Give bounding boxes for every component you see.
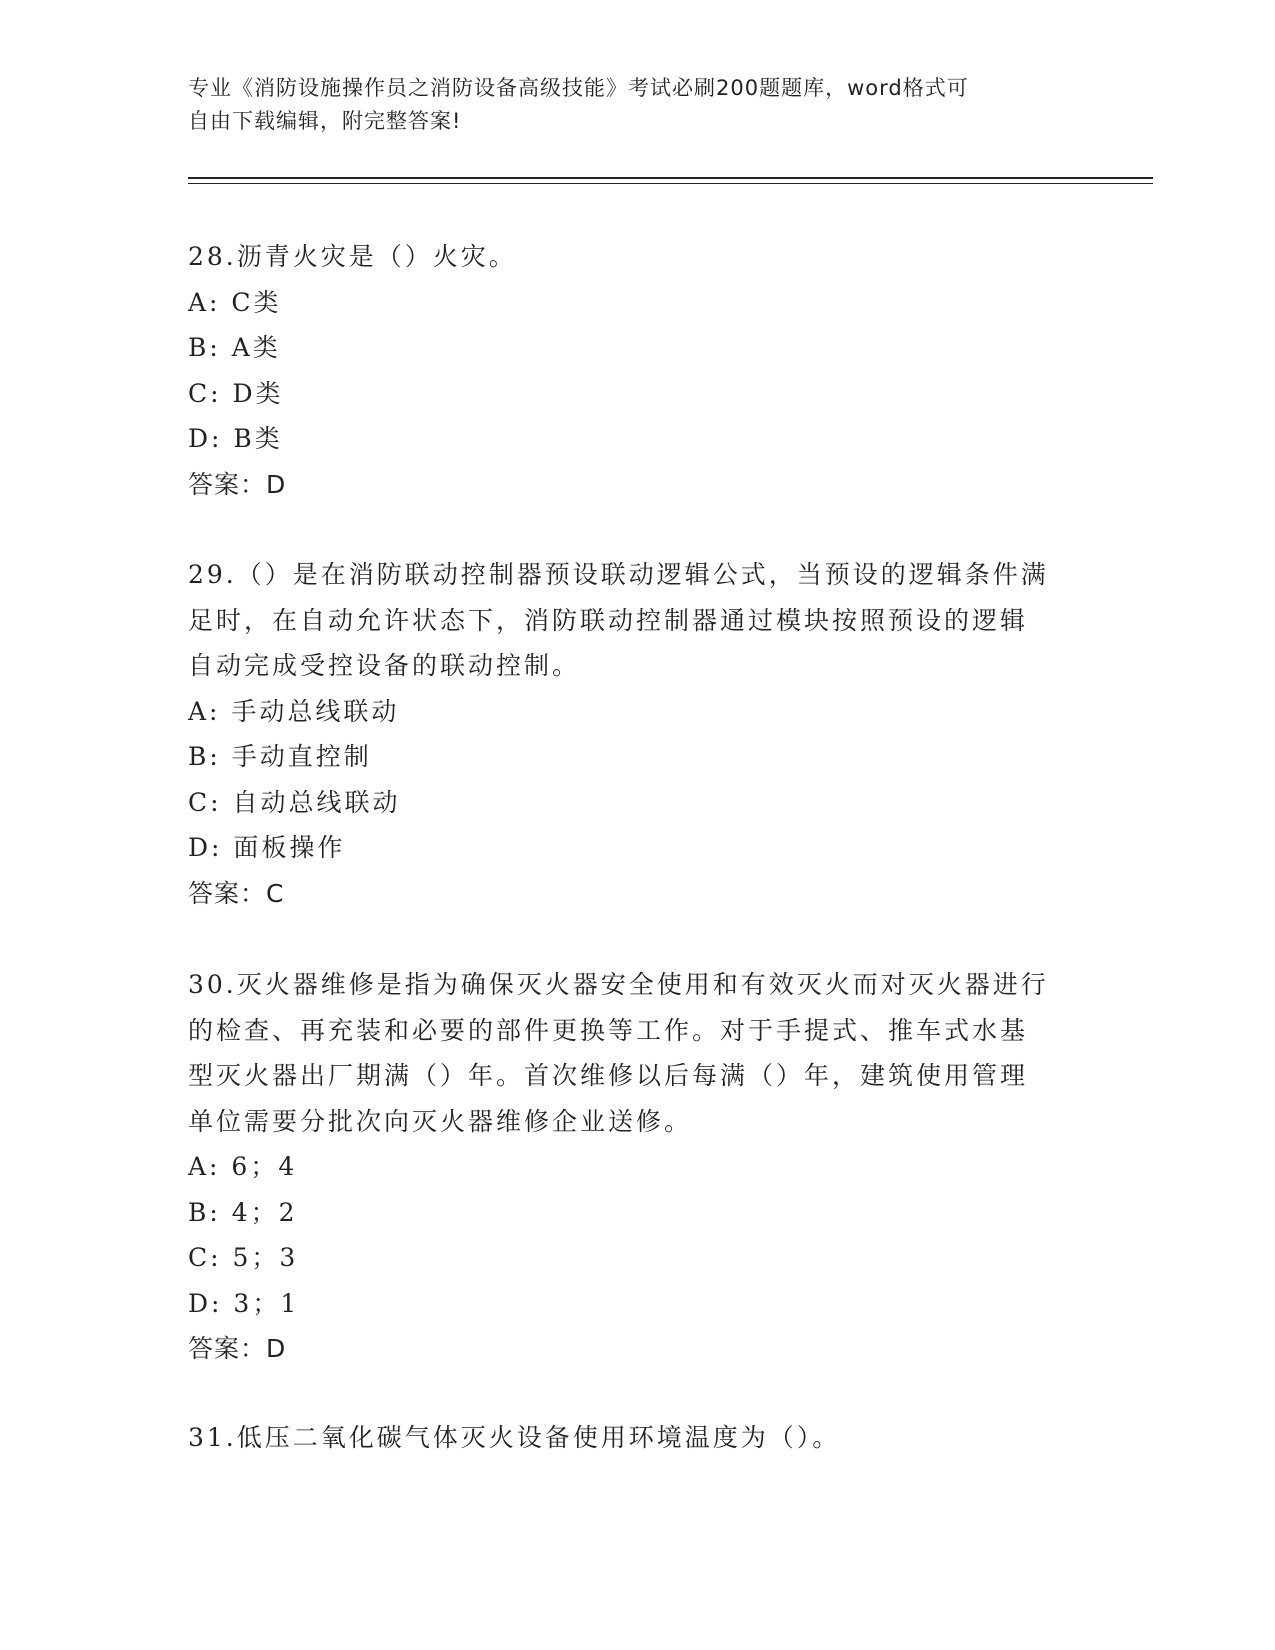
question-stem-line-1: 30.灭火器维修是指为确保灭火器安全使用和有效灭火而对灭火器进行 xyxy=(188,970,1049,999)
answer: 答案：D xyxy=(188,1334,287,1363)
question-30 xyxy=(188,962,1068,1372)
question-stem-line-2: 足时，在自动允许状态下，消防联动控制器通过模块按照预设的逻辑 xyxy=(188,605,1029,635)
option-a: A: 手动总线联动 xyxy=(188,696,400,726)
option-a: A: C类 xyxy=(188,287,282,317)
question-stem-line-4: 单位需要分批次向灭火器维修企业送修。 xyxy=(188,1106,693,1136)
question-stem-line-2: 的检查、再充装和必要的部件更换等工作。对于手提式、推车式水基 xyxy=(188,1015,1029,1045)
option-b: B: 4；2 xyxy=(188,1197,298,1227)
answer: 答案：C xyxy=(188,878,285,908)
question-stem-line-3: 型灭火器出厂期满（）年。首次维修以后每满（）年，建筑使用管理 xyxy=(188,1061,1029,1090)
answer: 答案：D xyxy=(188,469,287,499)
header-line-2: 自由下载编辑，附完整答案! xyxy=(188,109,462,133)
option-b: B: 手动直控制 xyxy=(188,742,372,771)
question-stem-line-1: 29.（）是在消防联动控制器预设联动逻辑公式，当预设的逻辑条件满 xyxy=(188,560,1049,589)
document-header xyxy=(188,72,1068,138)
question-stem-line-3: 自动完成受控设备的联动控制。 xyxy=(188,651,581,680)
option-c: C: D类 xyxy=(188,378,284,408)
question-31 xyxy=(188,1415,1068,1461)
question-stem: 31.低压二氧化碳气体灭火设备使用环境温度为（）。 xyxy=(188,1423,841,1452)
header-divider-thin xyxy=(188,183,1153,184)
option-b: B: A类 xyxy=(188,333,281,362)
option-d: D: 3；1 xyxy=(188,1288,300,1318)
question-stem: 28.沥青火灾是（）火灾。 xyxy=(188,242,517,271)
question-28 xyxy=(188,234,1068,507)
option-c: C: 5；3 xyxy=(188,1243,299,1272)
header-divider-thick xyxy=(188,177,1153,179)
option-a: A: 6；4 xyxy=(188,1152,298,1181)
header-line-1: 专业《消防设施操作员之消防设备高级技能》考试必刷200题题库，word格式可 xyxy=(188,76,969,100)
option-c: C: 自动总线联动 xyxy=(188,787,401,817)
option-d: D: B类 xyxy=(188,424,283,453)
option-d: D: 面板操作 xyxy=(188,833,346,862)
question-29 xyxy=(188,552,1068,916)
